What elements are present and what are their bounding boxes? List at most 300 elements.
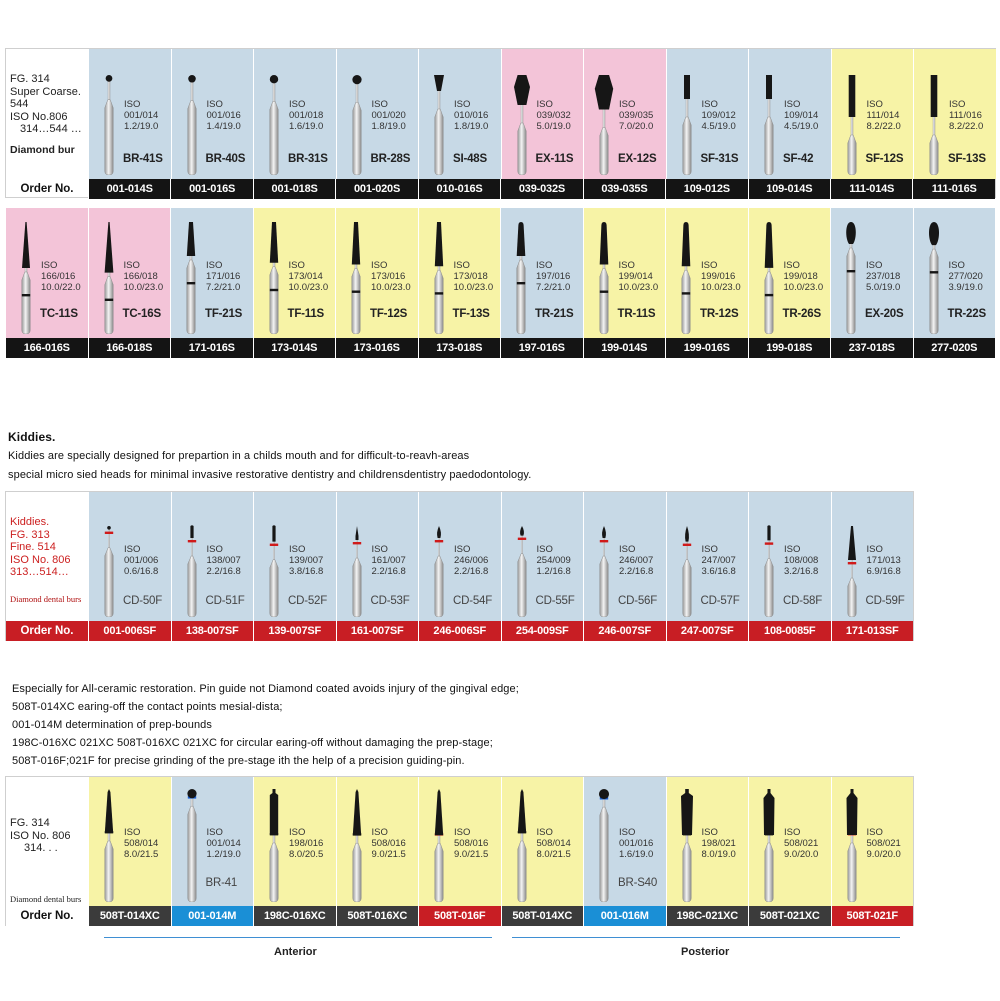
iso-spec-line: 173/016 <box>371 271 406 282</box>
order-number: 246-007SF <box>583 621 666 641</box>
panel1-row2-cells <box>5 208 995 338</box>
bur-card <box>831 492 914 621</box>
posterior-rule <box>512 937 900 938</box>
bur-figure <box>511 208 531 334</box>
bur-figure <box>676 208 696 334</box>
iso-spec-line: 7.0/20.0 <box>619 121 654 132</box>
iso-spec-line: 1.6/19.0 <box>619 849 654 860</box>
super-coarse-panel-row2 <box>5 208 996 360</box>
ceramic-line5: 508T-016F;021F for precise grinding of the pre-stage ith the help of a precision guiding-pin. <box>12 755 465 767</box>
iso-spec <box>619 827 653 860</box>
bur-model-code: SF-13S <box>948 153 986 165</box>
order-number: 001-006SF <box>88 621 171 641</box>
diamond-dental-burs-label: Diamond dental burs <box>10 593 82 604</box>
bur-model-code: CD-54F <box>453 595 493 607</box>
bur-icon <box>594 208 614 334</box>
iso-spec-line: ISO <box>866 99 883 110</box>
iso-spec <box>867 827 901 860</box>
bur-card <box>418 208 501 338</box>
iso-spec-line: 001/016 <box>619 838 654 849</box>
bur-figure <box>512 777 532 902</box>
bur-card <box>253 49 336 179</box>
bur-card <box>418 49 501 179</box>
bur-figure <box>842 777 862 902</box>
order-number: 237-018S <box>830 338 913 358</box>
bur-figure <box>759 492 779 617</box>
bur-figure <box>512 49 532 175</box>
order-number: 001-016M <box>583 906 666 926</box>
iso-spec-line: 198/016 <box>289 838 324 849</box>
bur-figure <box>759 49 779 175</box>
bur-icon <box>429 208 449 334</box>
order-number: 161-007SF <box>336 621 419 641</box>
iso-spec-line: 139/007 <box>289 555 324 566</box>
order-number: 247-007SF <box>666 621 749 641</box>
iso-spec-line: 001/006 <box>124 555 159 566</box>
iso-spec-line: 166/018 <box>123 271 158 282</box>
iso-spec-line: ISO <box>619 827 636 838</box>
iso-spec-line: 7.2/21.0 <box>206 282 241 293</box>
iso-spec <box>41 260 81 293</box>
iso-spec-line: ISO <box>371 260 388 271</box>
order-number: 173-016S <box>335 338 418 358</box>
iso-spec <box>867 544 901 577</box>
bur-icon <box>99 208 119 334</box>
order-number: 039-035S <box>583 179 665 199</box>
iso-spec-line: 9.0/21.5 <box>371 849 406 860</box>
bur-card <box>830 208 913 338</box>
iso-spec <box>289 544 323 577</box>
label-line: 313…514… <box>10 566 69 578</box>
label-line: FG. 314 <box>10 817 50 829</box>
bur-card <box>583 492 666 621</box>
iso-spec-line: ISO <box>619 544 636 555</box>
bur-icon <box>347 777 367 902</box>
diamond-dental-burs-label: Diamond dental burs <box>10 893 82 904</box>
order-number: 139-007SF <box>253 621 336 641</box>
iso-spec-line: ISO <box>289 827 306 838</box>
bur-figure <box>842 492 862 617</box>
bur-icon <box>594 49 614 175</box>
iso-spec <box>454 260 494 293</box>
bur-card <box>336 777 419 906</box>
iso-spec-line: 508/014 <box>536 838 571 849</box>
bur-icon <box>429 492 449 617</box>
bur-icon <box>594 777 614 902</box>
iso-spec-line: ISO <box>866 827 883 838</box>
iso-spec-line: 197/016 <box>536 271 571 282</box>
bur-model-code: BR-40S <box>205 153 246 165</box>
bur-icon <box>842 492 862 617</box>
iso-spec-line: ISO <box>866 260 883 271</box>
bur-icon <box>594 492 614 617</box>
iso-spec-line: ISO <box>948 260 965 271</box>
bur-model-code: TF-21S <box>205 308 243 320</box>
iso-spec <box>537 544 571 577</box>
iso-spec-line: ISO <box>124 544 141 555</box>
super-coarse-panel <box>5 48 996 198</box>
bur-model-code: TR-11S <box>617 308 656 320</box>
iso-spec-line: 109/014 <box>784 110 819 121</box>
iso-spec-line: 001/018 <box>289 110 324 121</box>
bur-model-code: BR-28S <box>370 153 411 165</box>
iso-spec-line: 1.2/19.0 <box>124 121 159 132</box>
order-number: 508T-021F <box>831 906 914 926</box>
iso-spec-line: ISO <box>454 99 471 110</box>
order-number: 001-020S <box>335 179 417 199</box>
bur-model-code: TR-26S <box>782 308 821 320</box>
order-number: 171-013SF <box>831 621 914 641</box>
bur-figure <box>512 492 532 617</box>
iso-spec-line: 109/012 <box>701 110 736 121</box>
iso-spec-line: 001/014 <box>206 838 241 849</box>
iso-spec-line: 111/016 <box>949 110 982 121</box>
iso-spec <box>289 827 323 860</box>
ceramic-line2: 508T-014XC earing-off the contact points mesial-dista; <box>12 701 283 713</box>
iso-spec-line: 3.9/19.0 <box>948 282 983 293</box>
iso-spec-line: 508/016 <box>371 838 406 849</box>
iso-spec-line: 5.0/19.0 <box>536 121 571 132</box>
bur-icon <box>759 49 779 175</box>
bur-model-code: SF-12S <box>865 153 904 165</box>
bur-model-code: SF-42 <box>783 153 814 165</box>
iso-spec <box>206 260 240 293</box>
bur-card <box>913 49 996 179</box>
iso-spec-line: 8.2/22.0 <box>949 121 984 132</box>
iso-spec <box>784 544 818 577</box>
iso-spec-line: 247/007 <box>701 555 736 566</box>
iso-spec-line: ISO <box>783 260 800 271</box>
order-number: 111-016S <box>912 179 994 199</box>
iso-spec-line: ISO <box>289 544 306 555</box>
iso-spec-line: 9.0/21.5 <box>454 849 489 860</box>
order-no-label: Order No. <box>20 183 74 195</box>
iso-spec <box>124 544 158 577</box>
bur-figure <box>924 49 944 175</box>
order-number: 198C-016XC <box>253 906 336 926</box>
order-number: 173-018S <box>418 338 501 358</box>
bur-model-code: TR-12S <box>700 308 739 320</box>
iso-spec-line: 4.5/19.0 <box>784 121 819 132</box>
iso-spec-line: 199/016 <box>701 271 736 282</box>
ceramic-panel <box>5 776 914 926</box>
iso-spec-line: 10.0/23.0 <box>371 282 411 293</box>
bur-figure <box>429 49 449 175</box>
kiddies-panel <box>5 491 914 641</box>
bur-card <box>418 777 501 906</box>
order-number: 039-032S <box>500 179 582 199</box>
iso-spec <box>702 99 736 132</box>
iso-spec-line: ISO <box>701 99 718 110</box>
bur-figure <box>429 492 449 617</box>
iso-spec-line: ISO <box>454 544 471 555</box>
posterior-label: Posterior <box>681 946 730 958</box>
iso-spec <box>619 260 659 293</box>
bur-figure <box>677 49 697 175</box>
iso-spec-line: 237/018 <box>866 271 901 282</box>
bur-card <box>500 208 583 338</box>
iso-spec-line: ISO <box>784 544 801 555</box>
bur-icon <box>16 208 36 334</box>
label-line: Super Coarse. <box>10 85 81 98</box>
bur-card <box>88 492 171 621</box>
panel3-order-bar <box>6 906 913 926</box>
bur-model-code: CD-52F <box>288 595 328 607</box>
iso-spec-line: ISO <box>371 99 388 110</box>
panel2-cells <box>88 492 913 621</box>
diamond-bur-label: Diamond bur <box>10 143 75 156</box>
order-number: 508T-016XC <box>336 906 419 926</box>
bur-card <box>666 49 749 179</box>
iso-spec-line: ISO <box>536 99 553 110</box>
bur-figure <box>264 49 284 175</box>
iso-spec-line: 166/016 <box>41 271 76 282</box>
bur-card <box>665 208 748 338</box>
order-number: 199-014S <box>583 338 666 358</box>
iso-spec <box>207 544 241 577</box>
order-number: 508T-014XC <box>501 906 584 926</box>
iso-spec-line: ISO <box>701 544 718 555</box>
iso-spec-line: 10.0/23.0 <box>701 282 741 293</box>
bur-figure <box>99 492 119 617</box>
iso-spec-line: 7.2/21.0 <box>536 282 571 293</box>
iso-spec <box>702 544 736 577</box>
iso-spec <box>289 260 329 293</box>
bur-model-code: TC-11S <box>40 308 78 320</box>
iso-spec-line: 3.2/16.8 <box>784 566 819 577</box>
iso-spec <box>372 827 406 860</box>
order-number: 001-014M <box>171 906 254 926</box>
iso-spec-line: 508/016 <box>454 838 489 849</box>
bur-figure <box>347 49 367 175</box>
bur-model-code: TF-11S <box>287 308 325 320</box>
bur-model-code: TF-13S <box>452 308 490 320</box>
label-line: ISO No. 806 <box>10 829 71 842</box>
bur-card <box>171 492 254 621</box>
iso-spec <box>619 99 653 132</box>
iso-spec-line: ISO <box>619 99 636 110</box>
iso-spec-line: ISO <box>371 827 388 838</box>
bur-model-code: CD-51F <box>205 595 245 607</box>
bur-icon <box>429 777 449 902</box>
bur-icon <box>99 49 119 175</box>
iso-spec <box>371 260 411 293</box>
iso-spec-line: 171/013 <box>866 555 901 566</box>
bur-figure <box>842 49 862 175</box>
bur-card <box>748 49 831 179</box>
bur-icon <box>264 208 284 334</box>
order-number: 001-014S <box>88 179 170 199</box>
iso-spec <box>372 544 406 577</box>
bur-icon <box>677 777 697 902</box>
iso-spec <box>124 99 158 132</box>
iso-spec-line: 3.6/16.8 <box>701 566 736 577</box>
bur-figure <box>99 208 119 334</box>
bur-card <box>335 208 418 338</box>
iso-spec-line: 277/020 <box>948 271 983 282</box>
bur-card <box>748 492 831 621</box>
panel2-label <box>6 492 88 605</box>
order-no-label: Order No. <box>6 906 88 926</box>
iso-spec-line: 508/021 <box>866 838 901 849</box>
iso-spec-line: 0.6/16.8 <box>124 566 159 577</box>
bur-icon <box>512 492 532 617</box>
iso-spec-line: ISO <box>784 99 801 110</box>
label-line: Kiddies. <box>10 516 50 528</box>
bur-icon <box>759 208 779 334</box>
iso-spec <box>702 827 736 860</box>
order-number: 277-020S <box>913 338 996 358</box>
anterior-label: Anterior <box>274 946 317 958</box>
iso-spec-line: 3.8/16.8 <box>289 566 324 577</box>
bur-icon <box>759 492 779 617</box>
iso-spec-line: ISO <box>536 260 553 271</box>
bur-card <box>666 492 749 621</box>
bur-model-code: TR-22S <box>947 308 986 320</box>
label-line: 314…544 … <box>20 123 82 135</box>
bur-model-code: CD-59F <box>865 595 905 607</box>
iso-spec-line: ISO <box>123 260 140 271</box>
bur-card <box>88 208 171 338</box>
order-number: 166-016S <box>5 338 88 358</box>
iso-spec <box>784 99 818 132</box>
bur-card <box>501 777 584 906</box>
order-number: 246-006SF <box>418 621 501 641</box>
iso-spec-line: ISO <box>41 260 58 271</box>
label-line: Fine. 514 <box>10 541 56 553</box>
iso-spec-line: ISO <box>536 544 553 555</box>
bur-model-code: BR-31S <box>288 153 328 165</box>
bur-model-code: CD-56F <box>618 595 658 607</box>
iso-spec <box>867 99 901 132</box>
iso-spec <box>289 99 323 132</box>
bur-figure <box>841 208 861 334</box>
iso-spec-line: 10.0/23.0 <box>618 282 659 293</box>
order-number: 199-016S <box>665 338 748 358</box>
bur-card <box>170 208 253 338</box>
iso-spec-line: 173/018 <box>453 271 488 282</box>
bur-icon <box>346 208 366 334</box>
bur-icon <box>181 208 201 334</box>
bur-model-code: EX-12S <box>618 153 657 165</box>
bur-card <box>418 492 501 621</box>
bur-figure <box>759 208 779 334</box>
bur-icon <box>347 492 367 617</box>
iso-spec <box>454 544 488 577</box>
bur-figure <box>594 49 614 175</box>
bur-figure <box>182 777 202 902</box>
bur-icon <box>677 49 697 175</box>
bur-figure <box>346 208 366 334</box>
iso-spec-line: 246/007 <box>619 555 654 566</box>
ceramic-line3: 001-014M determination of prep-bounds <box>12 719 212 731</box>
bur-icon <box>842 777 862 902</box>
bur-card <box>913 208 996 338</box>
bur-card <box>88 49 171 179</box>
iso-spec-line: 508/021 <box>784 838 819 849</box>
bur-model-code: CD-58F <box>783 595 823 607</box>
iso-spec <box>124 260 164 293</box>
iso-spec-line: ISO <box>371 544 388 555</box>
iso-spec <box>454 827 488 860</box>
order-number: 109-014S <box>748 179 830 199</box>
kiddies-line1: Kiddies are specially designed for prepartion in a childs mouth and for difficult-to-reavh-areas <box>8 450 470 462</box>
bur-figure <box>182 492 202 617</box>
bur-card <box>5 208 88 338</box>
iso-spec-line: 5.0/19.0 <box>866 282 901 293</box>
bur-model-code: BR-S40 <box>618 877 658 889</box>
bur-icon <box>264 49 284 175</box>
label-line: ISO No.806 <box>10 110 68 123</box>
iso-spec-line: 10.0/22.0 <box>41 282 81 293</box>
iso-spec-line: ISO <box>124 99 141 110</box>
bur-icon <box>512 49 532 175</box>
bur-model-code: BR-41S <box>123 153 163 165</box>
iso-spec-line: 001/016 <box>206 110 241 121</box>
iso-spec-line: 8.2/22.0 <box>866 121 901 132</box>
bur-figure <box>924 208 944 334</box>
bur-icon <box>182 777 202 902</box>
panel2-order-bar <box>6 621 913 641</box>
bur-icon <box>676 208 696 334</box>
bur-model-code: TR-21S <box>535 308 574 320</box>
ceramic-line1: Especially for All-ceramic restoration. Pin guide not Diamond coated avoids injury of the gingival edge; <box>12 683 519 695</box>
bur-card <box>666 777 749 906</box>
label-line: FG. 313 <box>10 528 50 541</box>
iso-spec-line: 199/014 <box>618 271 653 282</box>
order-number: 108-0085F <box>748 621 831 641</box>
bur-icon <box>429 49 449 175</box>
ceramic-line4: 198C-016XC 021XC 508T-016XC 021XC for circular earing-off without damaging the prep-stage; <box>12 737 493 749</box>
panel3-label <box>6 777 88 905</box>
iso-spec-line: 001/020 <box>371 110 406 121</box>
bur-icon <box>677 492 697 617</box>
iso-spec-line: ISO <box>454 827 471 838</box>
iso-spec-line: 1.8/19.0 <box>454 121 489 132</box>
bur-figure <box>677 492 697 617</box>
iso-spec-line: ISO <box>288 260 305 271</box>
iso-spec <box>784 827 818 860</box>
order-number: 171-016S <box>170 338 253 358</box>
panel1-label <box>6 49 88 156</box>
bur-figure <box>16 208 36 334</box>
bur-icon <box>924 208 944 334</box>
bur-icon <box>841 208 861 334</box>
iso-spec-line: 108/008 <box>784 555 819 566</box>
bur-figure <box>99 777 119 902</box>
bur-icon <box>99 777 119 902</box>
iso-spec-line: 1.6/19.0 <box>289 121 324 132</box>
order-number: 254-009SF <box>501 621 584 641</box>
iso-spec <box>619 544 653 577</box>
bur-card <box>336 49 419 179</box>
bur-figure <box>264 208 284 334</box>
bur-model-code: TC-16S <box>122 308 161 320</box>
bur-icon <box>512 777 532 902</box>
iso-spec-line: 8.0/21.5 <box>124 849 159 860</box>
iso-spec <box>537 827 571 860</box>
order-number: 166-018S <box>88 338 171 358</box>
iso-spec-line: 2.2/16.8 <box>206 566 241 577</box>
iso-spec-line: 171/016 <box>206 271 241 282</box>
iso-spec-line: 2.2/16.8 <box>454 566 489 577</box>
iso-spec-line: 173/014 <box>288 271 323 282</box>
bur-figure <box>429 208 449 334</box>
bur-card <box>501 49 584 179</box>
bur-model-code: SF-31S <box>700 153 739 165</box>
iso-spec <box>537 99 571 132</box>
bur-figure <box>347 492 367 617</box>
